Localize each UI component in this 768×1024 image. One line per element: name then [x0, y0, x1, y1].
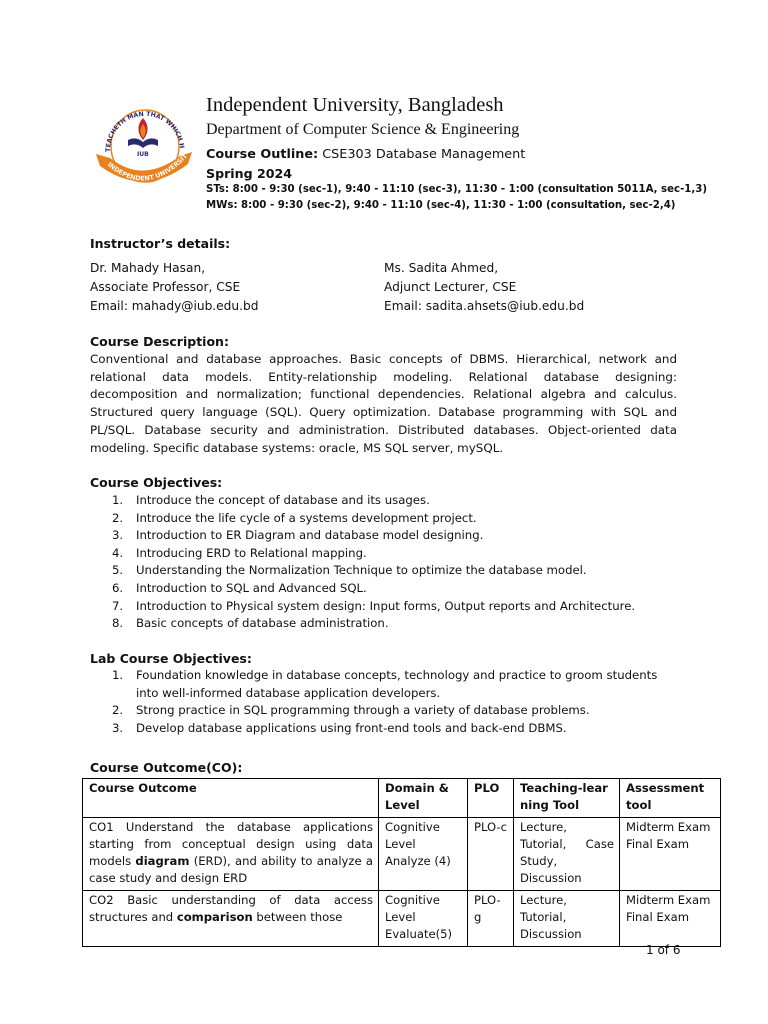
plo-cell: PLO-c: [468, 817, 514, 890]
instructor-right: [384, 259, 584, 316]
domain-cell: Cognitive Level Analyze (4): [379, 817, 468, 890]
column-header: Domain & Level: [379, 779, 468, 818]
list-item: [112, 492, 692, 510]
list-item-text: Introduction to Physical system design: Input forms, Output reports and Architecture.: [136, 598, 636, 613]
lab-objectives-list: [112, 667, 692, 737]
list-item-text: Introduce the concept of database and its usages.: [136, 493, 430, 507]
list-item-text: Basic concepts of database administration.: [136, 616, 389, 631]
cell-text-bold: diagram: [135, 854, 190, 869]
lab-objectives-heading: Lab Course Objectives:: [90, 651, 252, 666]
cell-text: CO1 Understand the database applications starting from conceptual design using data models: [89, 819, 373, 869]
list-item-number: 1.: [112, 493, 124, 507]
instructor-left: [90, 259, 259, 316]
tool-cell: Lecture, Tutorial, Discussion: [514, 890, 620, 946]
list-item-number: 3.: [112, 720, 124, 735]
list-item: [112, 702, 692, 720]
description-text: Conventional and database approaches. Basic concepts of DBMS. Hierarchical, network and relational data models. Entity-relationship modeling. Relational database designing: decomposition and normalization; functional dependencies. Relational algebra and calculus. Structured query language (SQL). Query optimization. Database programming with SQL and PL/SQL. Database security and administration. Distributed databases. Object-oriented data modeling. Specific database systems: oracle, MS SQL server, mySQL.: [90, 352, 677, 455]
instructor-title: Associate Professor, CSE: [90, 280, 241, 294]
cell-text: CO2 Basic understanding of data access structures and: [89, 892, 373, 925]
instructor-email: Email: sadita.ahsets@iub.edu.bd: [384, 299, 585, 313]
course-outline-label: Course Outline:: [206, 147, 319, 162]
department-name: Department of Computer Science & Engineering: [206, 121, 520, 138]
domain-cell: Cognitive Level Evaluate(5): [379, 890, 468, 946]
instructor-heading: Instructor’s details:: [90, 236, 231, 251]
list-item-number: 8.: [112, 616, 124, 631]
list-item: [112, 545, 692, 563]
course-outcome-cell: [83, 817, 379, 890]
list-item-number: 6.: [112, 580, 124, 595]
list-item-text: Introducing ERD to Relational mapping.: [136, 545, 367, 560]
column-header: Assessment tool: [620, 779, 721, 818]
instructor-title: Adjunct Lecturer, CSE: [384, 280, 517, 294]
schedule-sts: STs: 8:00 - 9:30 (sec-1), 9:40 - 11:10 (sec-3), 11:30 - 1:00 (consultation 5011A, sec-1,3): [206, 184, 707, 195]
assessment-cell: Midterm Exam Final Exam: [620, 890, 721, 946]
list-item-text: Introduction to SQL and Advanced SQL.: [136, 580, 367, 595]
column-header: Teaching-learning Tool: [514, 779, 620, 818]
list-item: [112, 562, 692, 580]
list-item-text: Understanding the Normalization Technique to optimize the database model.: [136, 563, 587, 578]
instructor-email: Email: mahady@iub.edu.bd: [90, 299, 259, 313]
list-item-number: 7.: [112, 598, 124, 613]
svg-text:IUB: IUB: [137, 151, 149, 158]
course-outcome-cell: [83, 890, 379, 946]
assessment-cell: Midterm Exam Final Exam: [620, 817, 721, 890]
description-heading: Course Description:: [90, 334, 229, 349]
list-item-number: 2.: [112, 510, 124, 525]
list-item-text: Strong practice in SQL programming through a variety of database problems.: [136, 703, 590, 718]
cell-text-bold: comparison: [176, 910, 253, 925]
svg-text:INDEPENDENT UNIVERSITY: INDEPENDENT UNIVERSIT: [105, 152, 190, 183]
list-item-number: 2.: [112, 703, 124, 718]
instructor-name: Ms. Sadita Ahmed,: [384, 261, 499, 275]
course-outline-title: [206, 147, 525, 162]
list-item-number: 1.: [112, 668, 124, 682]
list-item: [112, 667, 692, 702]
cell-text: between those: [252, 910, 343, 925]
list-item: [112, 580, 692, 598]
objectives-heading: Course Objectives:: [90, 475, 223, 490]
list-item: [112, 527, 692, 545]
page-number: 1 of 6: [646, 943, 681, 957]
list-item-number: 5.: [112, 563, 124, 578]
table-row: [83, 817, 721, 890]
table-header-row: [83, 779, 721, 818]
list-item-text: Develop database applications using front-end tools and back-end DBMS.: [136, 720, 567, 735]
university-logo: [88, 96, 198, 196]
tool-cell: Lecture, Tutorial, Case Study, Discussion: [514, 817, 620, 890]
list-item-text: Foundation knowledge in database concepts, technology and practice to groom students into well-informed database application developers.: [136, 668, 658, 700]
column-header: PLO: [468, 779, 514, 818]
list-item-text: Introduction to ER Diagram and database model designing.: [136, 528, 484, 543]
list-item-number: 4.: [112, 545, 124, 560]
outcomes-heading: Course Outcome(CO):: [90, 760, 243, 775]
objectives-list: [112, 492, 692, 633]
schedule-mws: MWs: 8:00 - 9:30 (sec-2), 9:40 - 11:10 (sec-4), 11:30 - 1:00 (consultation, sec-2,4): [206, 200, 676, 211]
list-item-number: 3.: [112, 528, 124, 543]
term: Spring 2024: [206, 166, 293, 181]
list-item-text: Introduce the life cycle of a systems development project.: [136, 510, 477, 525]
column-header: Course Outcome: [83, 779, 379, 818]
course-outcome-table: [82, 778, 721, 947]
list-item: [112, 615, 692, 633]
cell-text: (ERD), and ability to analyze a case study and design ERD: [89, 854, 373, 886]
table-row: [83, 890, 721, 946]
instructor-name: Dr. Mahady Hasan,: [90, 261, 206, 275]
list-item: [112, 510, 692, 528]
course-name: CSE303 Database Management: [318, 147, 526, 162]
list-item: [112, 598, 692, 616]
university-name: Independent University, Bangladesh: [206, 94, 504, 116]
svg-text:TEACHETH MAN THAT WHICH HE KNE: TEACHETH MAN THAT WHICH H: [104, 110, 186, 153]
list-item: [112, 720, 692, 738]
plo-cell: PLO-g: [468, 890, 514, 946]
